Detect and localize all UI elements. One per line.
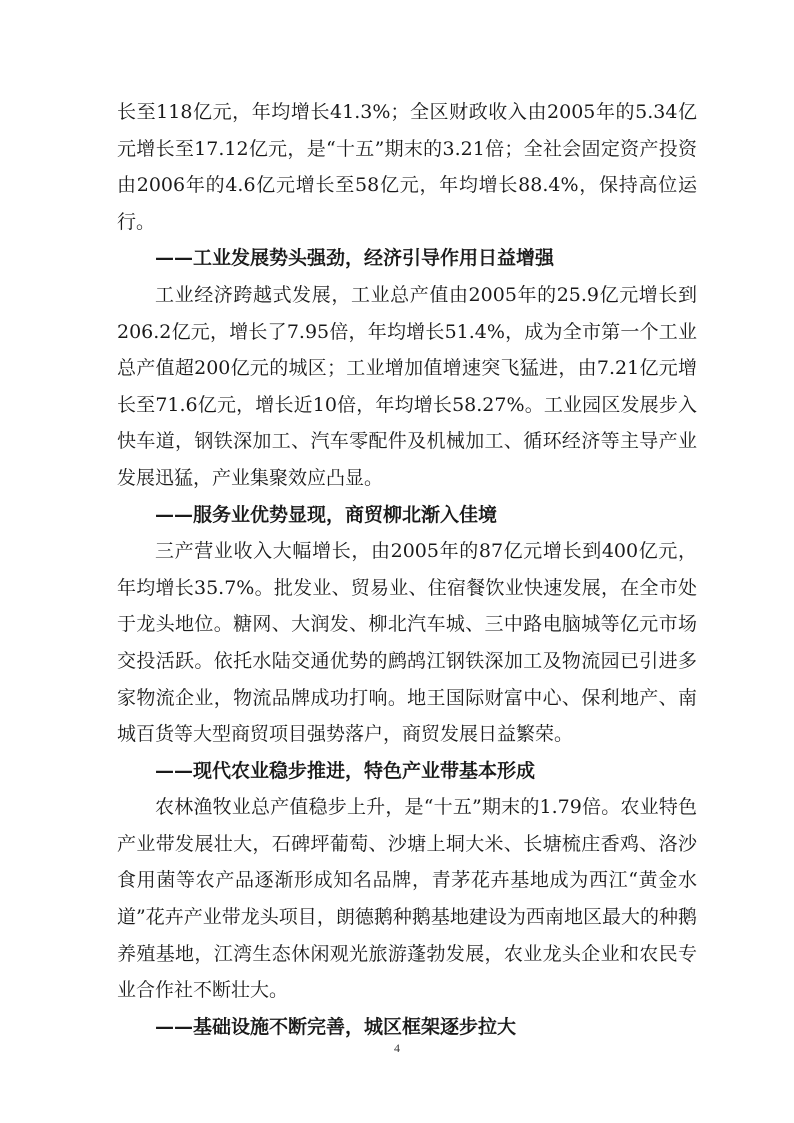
section-heading: ——现代农业稳步推进，特色产业带基本形成 bbox=[155, 759, 536, 782]
section-heading: ——服务业优势显现，商贸柳北渐入佳境 bbox=[155, 503, 498, 526]
document-body bbox=[117, 94, 697, 1045]
paragraph: 工业经济跨越式发展，工业总产值由2005年的25.9亿元增长到206.2亿元，增长了7.95倍，年均增长51.4%，成为全市第一个工业总产值超200亿元的城区；工业增加值增速突飞猛进，由7.21亿元增长至71.6亿元，增长近10倍，年均增长58.27%。工业园区发展步入快车道，钢铁深加工、汽车零配件及机械加工、循环经济等主导产业发展迅猛，产业集聚效应凸显。 bbox=[117, 283, 697, 489]
paragraph: 长至118亿元，年均增长41.3%；全区财政收入由2005年的5.34亿元增长至17.12亿元，是“十五”期末的3.21倍；全社会固定资产投资由2006年的4.6亿元增长至58亿元，年均增长88.4%，保持高位运行。 bbox=[117, 101, 697, 233]
paragraph: 三产营业收入大幅增长，由2005年的87亿元增长到400亿元，年均增长35.7%。批发业、贸易业、住宿餐饮业快速发展，在全市处于龙头地位。糖网、大润发、柳北汽车城、三中路电脑城等亿元市场交投活跃。依托水陆交通优势的鹧鸪江钢铁深加工及物流园已引进多家物流企业，物流品牌成功打响。地王国际财富中心、保利地产、南城百货等大型商贸项目强势落户，商贸发展日益繁荣。 bbox=[117, 540, 697, 746]
paragraph: 农林渔牧业总产值稳步上升，是“十五”期末的1.79倍。农业特色产业带发展壮大，石碑坪葡萄、沙塘上垌大米、长塘梳庄香鸡、洛沙食用菌等农产品逐渐形成知名品牌，青茅花卉基地成为西江“黄金水道”花卉产业带龙头项目，朗德鹅种鹅基地建设为西南地区最大的种鹅养殖基地，江湾生态休闲观光旅游蓬勃发展，农业龙头企业和农民专业合作社不断壮大。 bbox=[117, 796, 697, 1002]
section-heading: ——工业发展势头强劲，经济引导作用日益增强 bbox=[155, 247, 555, 270]
section-heading: ——基础设施不断完善，城区框架逐步拉大 bbox=[155, 1015, 517, 1038]
page-number: 4 bbox=[394, 1041, 400, 1055]
